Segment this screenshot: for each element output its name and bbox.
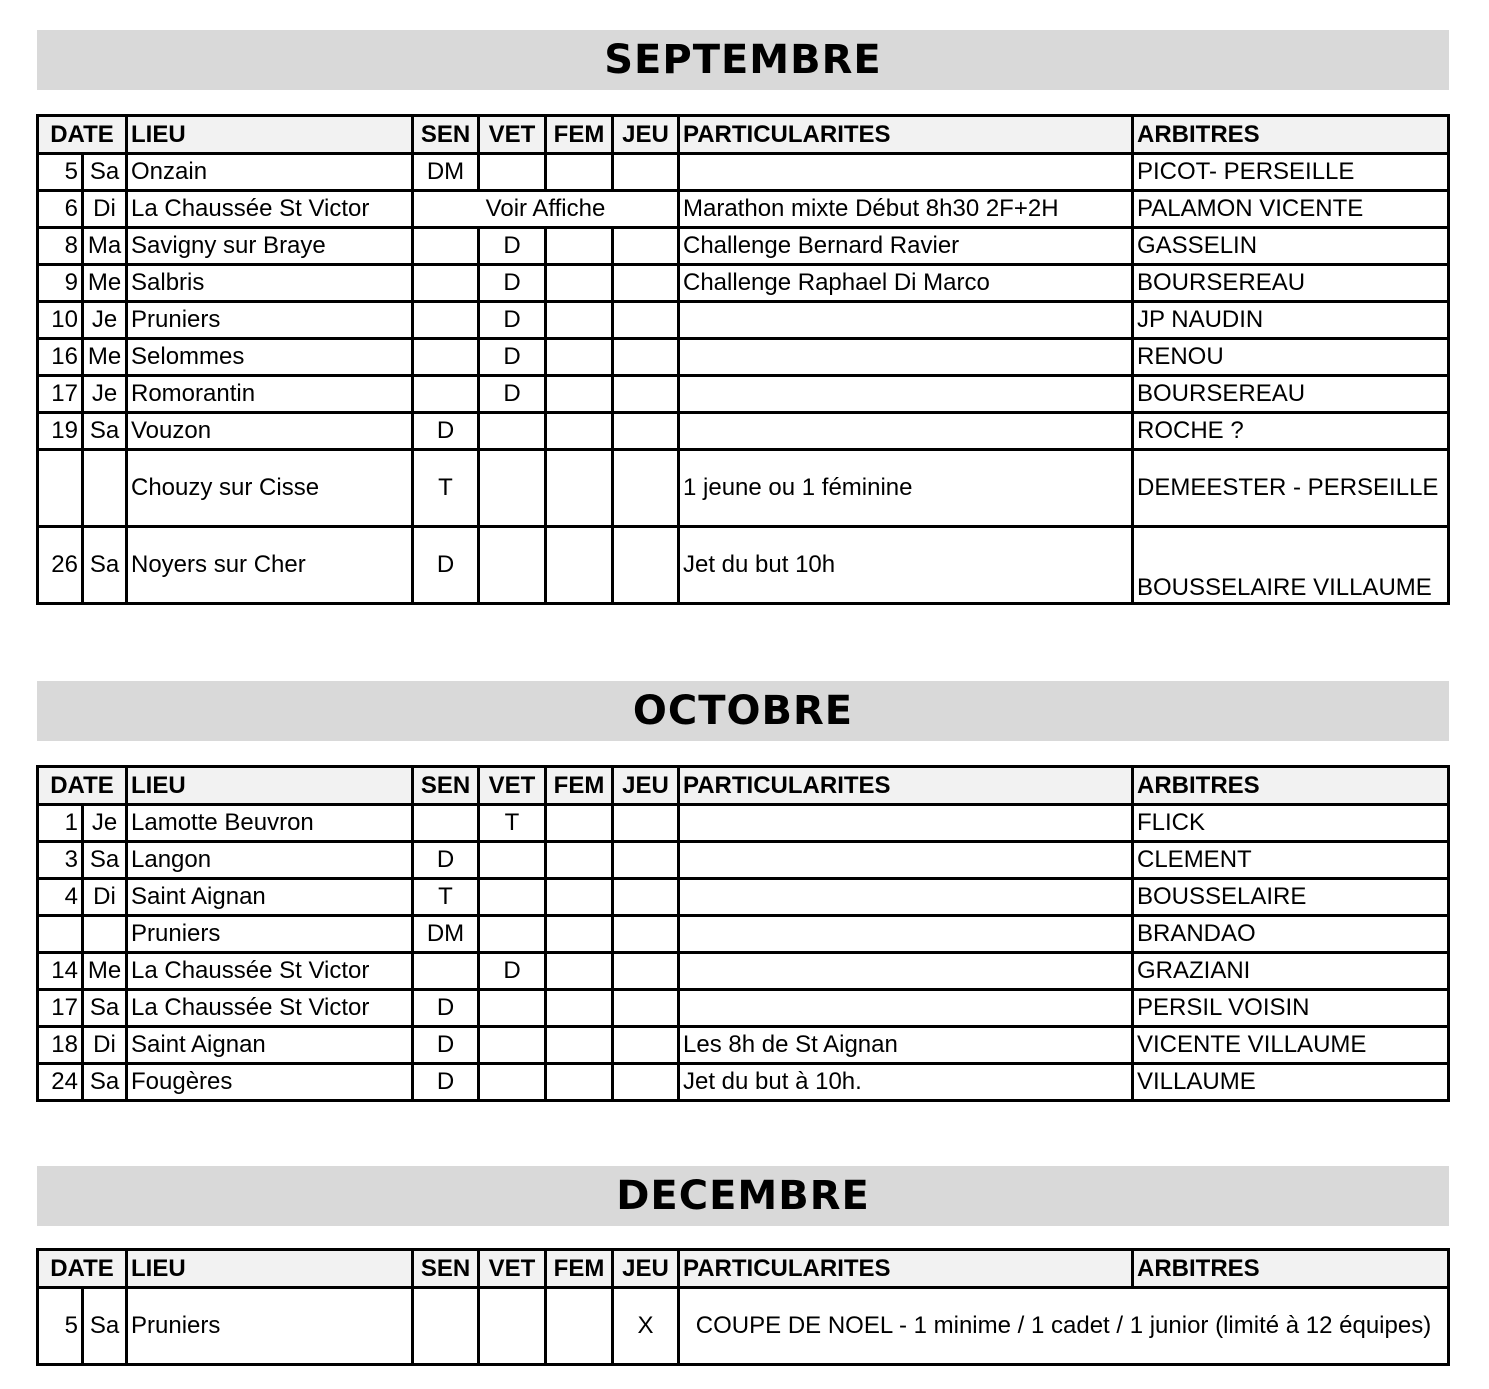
table-row: [38, 154, 1449, 191]
sen-cell: D: [413, 990, 479, 1027]
header-jeu: JEU: [613, 767, 679, 805]
lieu-cell: Onzain: [127, 154, 413, 191]
particularites-cell: [679, 990, 1133, 1027]
jeu-cell: [613, 1027, 679, 1064]
jeu-cell: [613, 376, 679, 413]
date-weekday: Je: [83, 376, 127, 413]
jeu-cell: X: [613, 1288, 679, 1365]
date-day-number: 19: [38, 413, 83, 450]
lieu-cell: Fougères: [127, 1064, 413, 1101]
jeu-cell: [613, 265, 679, 302]
sen-cell: [413, 302, 479, 339]
particularites-cell: [679, 805, 1133, 842]
vet-cell: [479, 1064, 546, 1101]
header-particularites: PARTICULARITES: [679, 767, 1133, 805]
jeu-cell: [613, 339, 679, 376]
schedule-table-octobre: [36, 765, 1450, 1102]
date-weekday: Je: [83, 805, 127, 842]
date-day-number: 6: [38, 191, 83, 228]
header-particularites: PARTICULARITES: [679, 1250, 1133, 1288]
header-fem: FEM: [546, 767, 613, 805]
categories-note: Voir Affiche: [413, 191, 679, 228]
header-particularites: PARTICULARITES: [679, 116, 1133, 154]
lieu-cell: Saint Aignan: [127, 1027, 413, 1064]
sen-cell: [413, 339, 479, 376]
fem-cell: [546, 413, 613, 450]
sen-cell: DM: [413, 154, 479, 191]
date-weekday: Di: [83, 1027, 127, 1064]
date-day-number: 16: [38, 339, 83, 376]
vet-cell: D: [479, 265, 546, 302]
fem-cell: [546, 805, 613, 842]
date-weekday: Sa: [83, 842, 127, 879]
header-jeu: JEU: [613, 116, 679, 154]
table-row: [38, 265, 1449, 302]
header-fem: FEM: [546, 116, 613, 154]
particularites-cell: [679, 376, 1133, 413]
lieu-cell: Chouzy sur Cisse: [127, 450, 413, 527]
fem-cell: [546, 916, 613, 953]
particularites-cell: Jet du but 10h: [679, 527, 1133, 604]
vet-cell: [479, 450, 546, 527]
table-row: [38, 842, 1449, 879]
fem-cell: [546, 527, 613, 604]
date-day-number: 5: [38, 154, 83, 191]
particularites-cell: [679, 302, 1133, 339]
header-row: [38, 1250, 1449, 1288]
particularites-cell: Challenge Bernard Ravier: [679, 228, 1133, 265]
date-weekday: Je: [83, 302, 127, 339]
arbitres-cell: RENOU: [1133, 339, 1449, 376]
particularites-cell: [679, 916, 1133, 953]
header-row: [38, 116, 1449, 154]
date-weekday: Sa: [83, 1064, 127, 1101]
header-jeu: JEU: [613, 1250, 679, 1288]
jeu-cell: [613, 154, 679, 191]
header-sen: SEN: [413, 1250, 479, 1288]
lieu-cell: Langon: [127, 842, 413, 879]
header-arbitres: ARBITRES: [1133, 1250, 1449, 1288]
arbitres-cell: BOUSSELAIRE VILLAUME: [1133, 527, 1449, 604]
date-weekday: Sa: [83, 990, 127, 1027]
lieu-cell: Saint Aignan: [127, 879, 413, 916]
fem-cell: [546, 450, 613, 527]
jeu-cell: [613, 805, 679, 842]
fem-cell: [546, 1288, 613, 1365]
table-row: [38, 879, 1449, 916]
jeu-cell: [613, 527, 679, 604]
vet-cell: [479, 413, 546, 450]
jeu-cell: [613, 842, 679, 879]
fem-cell: [546, 339, 613, 376]
sen-cell: D: [413, 842, 479, 879]
header-date: DATE: [38, 1250, 127, 1288]
date-day-number: 5: [38, 1288, 83, 1365]
lieu-cell: Pruniers: [127, 1288, 413, 1365]
sen-cell: [413, 376, 479, 413]
arbitres-cell: BOURSEREAU: [1133, 376, 1449, 413]
arbitres-cell: CLEMENT: [1133, 842, 1449, 879]
sen-cell: [413, 228, 479, 265]
date-weekday: Ma: [83, 228, 127, 265]
sen-cell: [413, 1288, 479, 1365]
header-date: DATE: [38, 116, 127, 154]
header-vet: VET: [479, 1250, 546, 1288]
lieu-cell: Salbris: [127, 265, 413, 302]
sen-cell: DM: [413, 916, 479, 953]
arbitres-cell: FLICK: [1133, 805, 1449, 842]
date-weekday: Sa: [83, 527, 127, 604]
section-title-decembre: DECEMBRE: [37, 1166, 1449, 1226]
arbitres-cell: BOUSSELAIRE: [1133, 879, 1449, 916]
header-vet: VET: [479, 767, 546, 805]
jeu-cell: [613, 302, 679, 339]
fem-cell: [546, 265, 613, 302]
lieu-cell: Selommes: [127, 339, 413, 376]
sen-cell: T: [413, 450, 479, 527]
table-row: [38, 339, 1449, 376]
section-title-septembre: SEPTEMBRE: [37, 30, 1449, 90]
vet-cell: [479, 990, 546, 1027]
vet-cell: [479, 1027, 546, 1064]
vet-cell: D: [479, 302, 546, 339]
particularites-cell: Challenge Raphael Di Marco: [679, 265, 1133, 302]
header-lieu: LIEU: [127, 116, 413, 154]
fem-cell: [546, 228, 613, 265]
sen-cell: D: [413, 1027, 479, 1064]
table-row: [38, 916, 1449, 953]
date-day-number: 14: [38, 953, 83, 990]
header-date: DATE: [38, 767, 127, 805]
date-weekday: Di: [83, 879, 127, 916]
jeu-cell: [613, 228, 679, 265]
arbitres-cell: DEMEESTER - PERSEILLE: [1133, 450, 1449, 527]
date-weekday: [83, 450, 127, 527]
lieu-cell: Noyers sur Cher: [127, 527, 413, 604]
date-day-number: 17: [38, 990, 83, 1027]
vet-cell: [479, 916, 546, 953]
lieu-cell: Vouzon: [127, 413, 413, 450]
jeu-cell: [613, 1064, 679, 1101]
sen-cell: D: [413, 527, 479, 604]
fem-cell: [546, 953, 613, 990]
schedule-table-decembre: [36, 1248, 1450, 1366]
table-row: [38, 376, 1449, 413]
date-weekday: Sa: [83, 1288, 127, 1365]
date-day-number: [38, 450, 83, 527]
arbitres-cell: ROCHE ?: [1133, 413, 1449, 450]
table-row: [38, 990, 1449, 1027]
fem-cell: [546, 302, 613, 339]
date-day-number: 24: [38, 1064, 83, 1101]
header-sen: SEN: [413, 767, 479, 805]
header-row: [38, 767, 1449, 805]
jeu-cell: [613, 990, 679, 1027]
table-row: [38, 1064, 1449, 1101]
date-weekday: [83, 916, 127, 953]
fem-cell: [546, 990, 613, 1027]
fem-cell: [546, 1027, 613, 1064]
arbitres-cell: VILLAUME: [1133, 1064, 1449, 1101]
fem-cell: [546, 376, 613, 413]
lieu-cell: Pruniers: [127, 302, 413, 339]
date-day-number: 8: [38, 228, 83, 265]
date-weekday: Me: [83, 953, 127, 990]
sen-cell: D: [413, 1064, 479, 1101]
date-day-number: 26: [38, 527, 83, 604]
header-vet: VET: [479, 116, 546, 154]
table-row: [38, 1288, 1449, 1365]
header-arbitres: ARBITRES: [1133, 767, 1449, 805]
fem-cell: [546, 1064, 613, 1101]
arbitres-cell: BOURSEREAU: [1133, 265, 1449, 302]
lieu-cell: Pruniers: [127, 916, 413, 953]
vet-cell: D: [479, 228, 546, 265]
header-lieu: LIEU: [127, 1250, 413, 1288]
jeu-cell: [613, 413, 679, 450]
header-fem: FEM: [546, 1250, 613, 1288]
header-lieu: LIEU: [127, 767, 413, 805]
table-row: [38, 805, 1449, 842]
lieu-cell: La Chaussée St Victor: [127, 953, 413, 990]
date-day-number: [38, 916, 83, 953]
particularites-cell: [679, 339, 1133, 376]
table-row: [38, 191, 1449, 228]
date-day-number: 18: [38, 1027, 83, 1064]
date-weekday: Di: [83, 191, 127, 228]
date-day-number: 4: [38, 879, 83, 916]
table-row: [38, 302, 1449, 339]
date-weekday: Me: [83, 339, 127, 376]
arbitres-cell: BRANDAO: [1133, 916, 1449, 953]
schedule-table-septembre: [36, 114, 1450, 605]
arbitres-cell: GASSELIN: [1133, 228, 1449, 265]
particularites-cell: [679, 879, 1133, 916]
particularites-cell: [679, 953, 1133, 990]
lieu-cell: Romorantin: [127, 376, 413, 413]
sen-cell: [413, 953, 479, 990]
arbitres-cell: PALAMON VICENTE: [1133, 191, 1449, 228]
lieu-cell: Lamotte Beuvron: [127, 805, 413, 842]
particularites-cell: Jet du but à 10h.: [679, 1064, 1133, 1101]
lieu-cell: La Chaussée St Victor: [127, 990, 413, 1027]
vet-cell: D: [479, 376, 546, 413]
vet-cell: [479, 1288, 546, 1365]
arbitres-cell: PERSIL VOISIN: [1133, 990, 1449, 1027]
particularites-cell: [679, 154, 1133, 191]
arbitres-cell: GRAZIANI: [1133, 953, 1449, 990]
date-day-number: 9: [38, 265, 83, 302]
vet-cell: [479, 527, 546, 604]
particularites-cell: 1 jeune ou 1 féminine: [679, 450, 1133, 527]
jeu-cell: [613, 916, 679, 953]
date-day-number: 1: [38, 805, 83, 842]
arbitres-cell: JP NAUDIN: [1133, 302, 1449, 339]
fem-cell: [546, 154, 613, 191]
table-row: [38, 228, 1449, 265]
jeu-cell: [613, 953, 679, 990]
vet-cell: T: [479, 805, 546, 842]
arbitres-cell: PICOT- PERSEILLE: [1133, 154, 1449, 191]
sen-cell: D: [413, 413, 479, 450]
date-weekday: Sa: [83, 413, 127, 450]
particularites-cell: Marathon mixte Début 8h30 2F+2H: [679, 191, 1133, 228]
date-day-number: 17: [38, 376, 83, 413]
lieu-cell: Savigny sur Braye: [127, 228, 413, 265]
jeu-cell: [613, 879, 679, 916]
particularites-cell: [679, 842, 1133, 879]
date-weekday: Me: [83, 265, 127, 302]
sen-cell: [413, 805, 479, 842]
vet-cell: D: [479, 953, 546, 990]
date-day-number: 3: [38, 842, 83, 879]
header-sen: SEN: [413, 116, 479, 154]
table-row: [38, 450, 1449, 527]
particularites-cell: COUPE DE NOEL - 1 minime / 1 cadet / 1 junior (limité à 12 équipes): [679, 1288, 1449, 1365]
lieu-cell: La Chaussée St Victor: [127, 191, 413, 228]
sen-cell: T: [413, 879, 479, 916]
sen-cell: [413, 265, 479, 302]
fem-cell: [546, 879, 613, 916]
table-row: [38, 413, 1449, 450]
vet-cell: [479, 842, 546, 879]
jeu-cell: [613, 450, 679, 527]
date-weekday: Sa: [83, 154, 127, 191]
header-arbitres: ARBITRES: [1133, 116, 1449, 154]
vet-cell: D: [479, 339, 546, 376]
date-day-number: 10: [38, 302, 83, 339]
particularites-cell: Les 8h de St Aignan: [679, 1027, 1133, 1064]
arbitres-cell: VICENTE VILLAUME: [1133, 1027, 1449, 1064]
table-row: [38, 527, 1449, 604]
table-row: [38, 1027, 1449, 1064]
vet-cell: [479, 879, 546, 916]
section-title-octobre: OCTOBRE: [37, 681, 1449, 741]
particularites-cell: [679, 413, 1133, 450]
table-row: [38, 953, 1449, 990]
fem-cell: [546, 842, 613, 879]
vet-cell: [479, 154, 546, 191]
